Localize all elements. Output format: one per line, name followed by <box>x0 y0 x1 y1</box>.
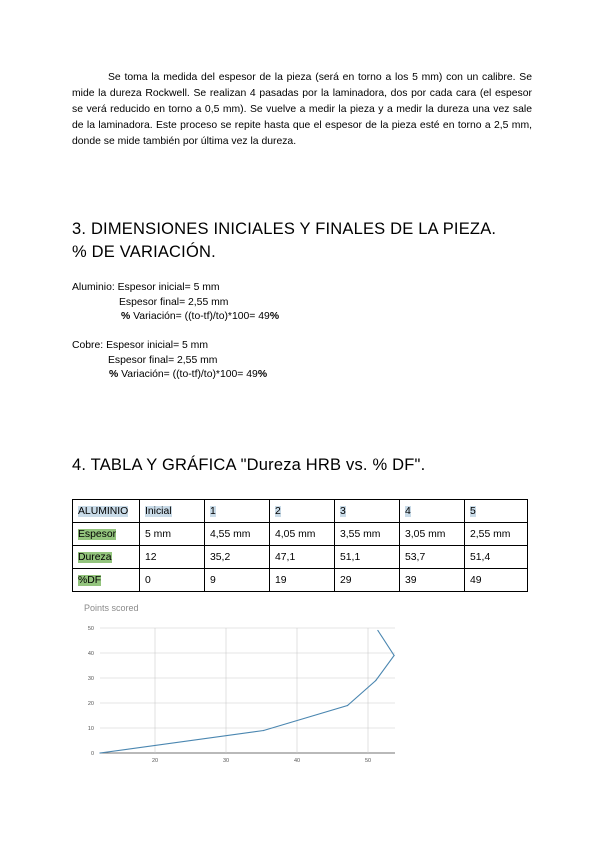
x-tick-label: 50 <box>364 758 372 764</box>
y-tick-label: 30 <box>87 676 94 682</box>
header-cell: ALUMINIO <box>78 505 129 517</box>
data-point <box>347 705 348 706</box>
data-point <box>377 630 378 631</box>
header-cell: 3 <box>340 505 346 517</box>
table-cell: 0 <box>140 569 205 592</box>
y-tick-label: 10 <box>87 726 94 732</box>
chart-plot <box>70 603 410 773</box>
table-cell: 4,55 mm <box>205 523 270 546</box>
chart <box>70 603 410 773</box>
header-cell: Inicial <box>145 505 172 517</box>
variation-formula: Variación= ((to-tf)/to)*100= 49 <box>118 369 258 380</box>
series-line <box>100 631 394 754</box>
row-label: %DF <box>78 574 102 586</box>
table-row <box>73 523 528 546</box>
table-cell: 51,1 <box>335 546 400 569</box>
pct-sign: % <box>121 311 131 322</box>
pct-sign: % <box>109 369 119 380</box>
pct-sign: % <box>269 311 280 322</box>
y-tick-label: 20 <box>87 701 94 707</box>
pct-sign: % <box>257 369 268 380</box>
data-point <box>375 680 376 681</box>
x-tick-label: 40 <box>293 758 301 764</box>
header-cell: 4 <box>405 505 411 517</box>
section3-title-line2: % DE VARIACIÓN. <box>72 243 216 261</box>
data-point <box>99 752 100 753</box>
aluminio-initial: Aluminio: Espesor inicial= 5 mm <box>72 282 220 293</box>
table-row <box>73 546 528 569</box>
chart-title: Points scored <box>84 603 139 613</box>
header-cell: 2 <box>275 505 281 517</box>
table-cell: 3,55 mm <box>335 523 400 546</box>
aluminio-final: Espesor final= 2,55 mm <box>119 297 229 308</box>
table-cell: 29 <box>335 569 400 592</box>
y-tick-label: 40 <box>87 651 94 657</box>
section4-title: 4. TABLA Y GRÁFICA "Dureza HRB vs. % DF". <box>72 456 426 474</box>
row-label: Dureza <box>78 551 112 563</box>
table-cell: 3,05 mm <box>400 523 465 546</box>
data-point <box>393 655 394 656</box>
data-table <box>72 499 528 592</box>
table-cell: 19 <box>270 569 335 592</box>
table-row <box>73 569 528 592</box>
header-cell: 1 <box>210 505 216 517</box>
intro-paragraph <box>72 70 532 150</box>
table-cell: 5 mm <box>140 523 205 546</box>
table-cell: 9 <box>205 569 270 592</box>
table-cell: 49 <box>465 569 528 592</box>
cobre-variation <box>109 367 267 382</box>
table-cell: 51,4 <box>465 546 528 569</box>
header-cell: 5 <box>470 505 476 517</box>
table-cell: 12 <box>140 546 205 569</box>
x-tick-label: 30 <box>222 758 230 764</box>
table-cell: 39 <box>400 569 465 592</box>
table-cell: 35,2 <box>205 546 270 569</box>
aluminio-variation <box>121 309 279 324</box>
cobre-final: Espesor final= 2,55 mm <box>108 355 218 366</box>
intro-text: Se toma la medida del espesor de la pieza (será en torno a los 5 mm) con un calibre. Se mide la dureza Rockwell. Se realizan 4 pasadas por la laminadora, dos por cada cara (el espesor se verá reducido en torno a 0,5 mm). Se vuelve a medir la pieza y a medir la dureza una vez sale de la laminadora. Este proceso se repite hasta que el espesor de la pieza esté en torno a 2,5 mm, donde se mide también por última vez la dureza. <box>72 72 532 147</box>
x-tick-label: 20 <box>151 758 159 764</box>
variation-formula: Variación= ((to-tf)/to)*100= 49 <box>130 311 270 322</box>
table-header-row <box>73 500 528 523</box>
y-tick-label: 50 <box>87 626 94 632</box>
row-label: Espesor <box>78 528 117 540</box>
table-cell: 53,7 <box>400 546 465 569</box>
table-cell: 4,05 mm <box>270 523 335 546</box>
y-tick-label: 0 <box>90 751 94 757</box>
cobre-initial: Cobre: Espesor inicial= 5 mm <box>72 340 208 351</box>
data-point <box>263 730 264 731</box>
table-cell: 2,55 mm <box>465 523 528 546</box>
section3-title-line1: 3. DIMENSIONES INICIALES Y FINALES DE LA PIEZA. <box>72 220 497 238</box>
table-cell: 47,1 <box>270 546 335 569</box>
